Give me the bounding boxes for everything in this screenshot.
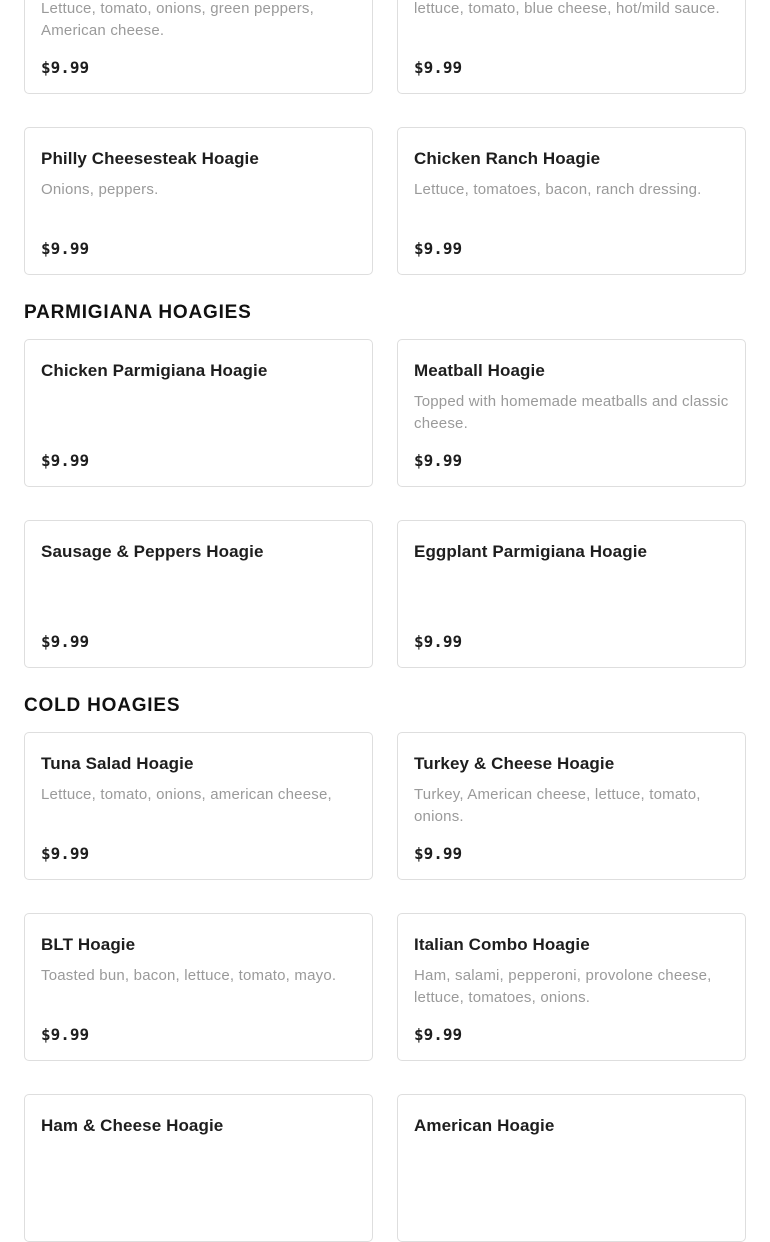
menu-item-card-partial-item-0-0[interactable]: [24, 0, 373, 94]
menu-item-card-tuna-salad-hoagie[interactable]: [24, 732, 373, 880]
menu-item-title: Philly Cheesesteak Hoagie: [41, 149, 259, 168]
section-header-parmigiana-hoagies: PARMIGIANA HOAGIES: [24, 302, 252, 323]
menu-item-card-american-hoagie[interactable]: [397, 1094, 746, 1242]
menu-item-price: $9.99: [414, 58, 463, 77]
menu-item-title: Turkey & Cheese Hoagie: [414, 754, 615, 773]
menu-item-card-ham-cheese-hoagie[interactable]: [24, 1094, 373, 1242]
menu-item-price: $9.99: [414, 844, 463, 863]
menu-item-title: Ham & Cheese Hoagie: [41, 1116, 224, 1135]
menu-item-price: $9.99: [414, 1025, 463, 1044]
menu-item-card-meatball-hoagie[interactable]: [397, 339, 746, 487]
menu-item-price: $9.99: [41, 239, 90, 258]
section-header-cold-hoagies: COLD HOAGIES: [24, 695, 181, 716]
menu-item-card-blt-hoagie[interactable]: [24, 913, 373, 1061]
menu-item-card-italian-combo-hoagie[interactable]: [397, 913, 746, 1061]
menu-item-description: Onions, peppers.: [41, 181, 159, 198]
menu-item-title: Meatball Hoagie: [414, 361, 545, 380]
menu-item-card-chicken-parmigiana-hoagie[interactable]: [24, 339, 373, 487]
menu-card-grid: [24, 0, 746, 275]
menu-item-card-partial-item-0-1[interactable]: [397, 0, 746, 94]
menu-item-description: Ham, salami, pepperoni, provolone cheese, lettuce, tomatoes, onions.: [414, 967, 712, 1006]
menu-item-price: $9.99: [41, 451, 90, 470]
menu-item-card-sausage-peppers-hoagie[interactable]: [24, 520, 373, 668]
menu-item-description: Lettuce, tomato, onions, american cheese,: [41, 786, 332, 803]
menu-item-description: lettuce, tomato, blue cheese, hot/mild sauce.: [414, 0, 720, 17]
menu-item-title: Sausage & Peppers Hoagie: [41, 542, 264, 561]
menu-item-title: American Hoagie: [414, 1116, 555, 1135]
menu-item-title: Chicken Parmigiana Hoagie: [41, 361, 268, 380]
menu-item-title: Tuna Salad Hoagie: [41, 754, 194, 773]
menu-item-price: $9.99: [41, 1025, 90, 1044]
menu-item-card-chicken-ranch-hoagie[interactable]: [397, 127, 746, 275]
menu-item-description: Lettuce, tomatoes, bacon, ranch dressing.: [414, 181, 702, 198]
menu-item-card-turkey-cheese-hoagie[interactable]: [397, 732, 746, 880]
menu-item-title: Eggplant Parmigiana Hoagie: [414, 542, 648, 561]
menu-item-description: Lettuce, tomato, onions, green peppers, American cheese.: [41, 0, 314, 39]
menu-item-price: $9.99: [414, 632, 463, 651]
menu-item-price: $9.99: [414, 239, 463, 258]
menu-item-price: $9.99: [41, 844, 90, 863]
menu-item-description: Turkey, American cheese, lettuce, tomato, onions.: [414, 786, 701, 825]
menu-item-price: $9.99: [414, 451, 463, 470]
menu-card-grid: [24, 732, 746, 1242]
menu-card-grid: [24, 339, 746, 668]
menu-item-title: Chicken Ranch Hoagie: [414, 149, 601, 168]
menu-item-description: Topped with homemade meatballs and classic cheese.: [414, 393, 729, 432]
menu-item-card-eggplant-parmigiana-hoagie[interactable]: [397, 520, 746, 668]
menu-item-title: Italian Combo Hoagie: [414, 935, 590, 954]
menu-item-price: $9.99: [41, 58, 90, 77]
menu-item-price: $9.99: [41, 632, 90, 651]
menu-item-card-philly-cheesesteak-hoagie[interactable]: [24, 127, 373, 275]
menu-item-description: Toasted bun, bacon, lettuce, tomato, mayo.: [41, 967, 337, 984]
menu-item-title: BLT Hoagie: [41, 935, 136, 954]
